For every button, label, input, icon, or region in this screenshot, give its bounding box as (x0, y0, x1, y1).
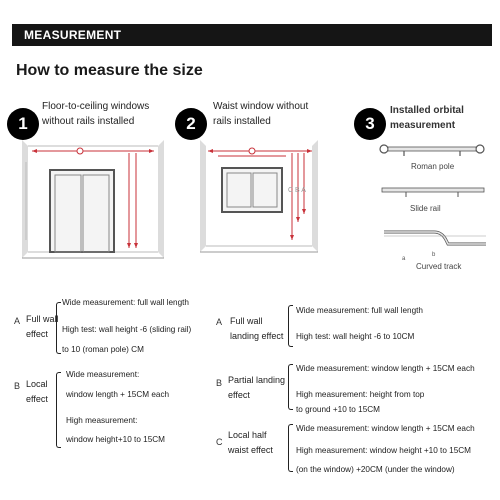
option-b-title (26, 377, 48, 407)
option-b-bracket (56, 372, 61, 448)
wall-letters: C B A (288, 187, 306, 194)
roman-pole-label: Roman pole (411, 162, 455, 171)
wall-left-side (200, 140, 206, 252)
door-frame (50, 170, 114, 252)
step-3-caption (390, 103, 464, 133)
waist-window-illustration (200, 140, 318, 252)
step-2-caption-line: rails installed (213, 116, 271, 127)
banner-title: MEASUREMENT (24, 28, 122, 42)
option-c-title-line: Local half (228, 430, 267, 440)
option-a-bracket (56, 302, 61, 354)
step-2-caption-line: Waist window without (213, 101, 309, 112)
slide-rail-label: Slide rail (410, 204, 441, 213)
option-a2-title-line: Full wall (230, 316, 263, 326)
option-a-letter: A (14, 316, 21, 326)
option-a2-line: Wide measurement: full wall length (296, 306, 423, 315)
track-letter-a: a (402, 256, 406, 262)
option-b-line: High measurement: (66, 416, 138, 425)
option-b-letter: B (14, 381, 21, 391)
option-c-bracket (288, 424, 293, 472)
step-1-badge: 1 (7, 108, 39, 140)
option-b-line: window length + 15CM each (66, 390, 170, 399)
option-b-title-line: effect (26, 394, 48, 404)
step-1-caption (42, 99, 149, 129)
curved-track-icon (384, 232, 486, 244)
wall-right-side (158, 140, 164, 258)
option-a2-title-line: landing effect (230, 331, 284, 341)
floor-to-ceiling-window-illustration (22, 140, 164, 258)
option-c-letter: C (216, 437, 223, 447)
option-a2-bracket (288, 305, 293, 347)
step-3-caption-line: measurement (390, 120, 456, 131)
step-3-badge: 3 (354, 108, 386, 140)
track-letter-b: b (432, 252, 436, 258)
rail-bracket (77, 148, 83, 154)
step-1-caption-line: without rails installed (42, 116, 135, 127)
option-a-line: High test: wall height -6 (sliding rail) (62, 325, 192, 334)
option-b2-line: High measurement: height from top (296, 390, 425, 399)
option-a-title (26, 312, 59, 342)
option-b2-title-line: effect (228, 390, 250, 400)
option-c-title-line: waist effect (228, 445, 273, 455)
option-a2-title (230, 314, 283, 344)
option-b2-line: to ground +10 to 15CM (296, 405, 380, 414)
wall-left-side (22, 140, 28, 258)
option-b2-bracket (288, 364, 293, 410)
option-a-line: to 10 (roman pole) CM (62, 345, 144, 354)
step-3-caption-line: Installed orbital (390, 105, 464, 116)
option-b2-title-line: Partial landing (228, 375, 286, 385)
option-b2-letter: B (216, 378, 223, 388)
window-frame (222, 168, 282, 212)
wall-right-side (312, 140, 318, 252)
option-a2-line: High test: wall height -6 to 10CM (296, 332, 415, 341)
option-a2-letter: A (216, 317, 223, 327)
option-b-line: Wide measurement: (66, 370, 140, 379)
option-b-title-line: Local (26, 379, 48, 389)
option-c-line: Wide measurement: window length + 15CM each (296, 424, 475, 433)
option-b2-line: Wide measurement: window length + 15CM each (296, 364, 475, 373)
option-b2-title (228, 373, 285, 403)
option-a-line: Wide measurement: full wall length (62, 298, 189, 307)
section-banner (12, 24, 492, 46)
roman-pole-icon (380, 145, 484, 156)
curved-track-label: Curved track (416, 262, 462, 271)
page-title: How to measure the size (16, 62, 203, 79)
option-a-title-line: Full wall (26, 314, 59, 324)
step-1-caption-line: Floor-to-ceiling windows (42, 101, 150, 112)
option-c-line: High measurement: window height +10 to 15CM (296, 446, 471, 455)
slide-rail-icon (382, 188, 484, 197)
option-b-line: window height+10 to 15CM (66, 435, 165, 444)
option-a-title-line: effect (26, 329, 48, 339)
step-2-badge: 2 (175, 108, 207, 140)
option-c-title (228, 428, 273, 458)
option-c-line: (on the window) +20CM (under the window) (296, 465, 455, 474)
step-2-caption (213, 99, 308, 129)
